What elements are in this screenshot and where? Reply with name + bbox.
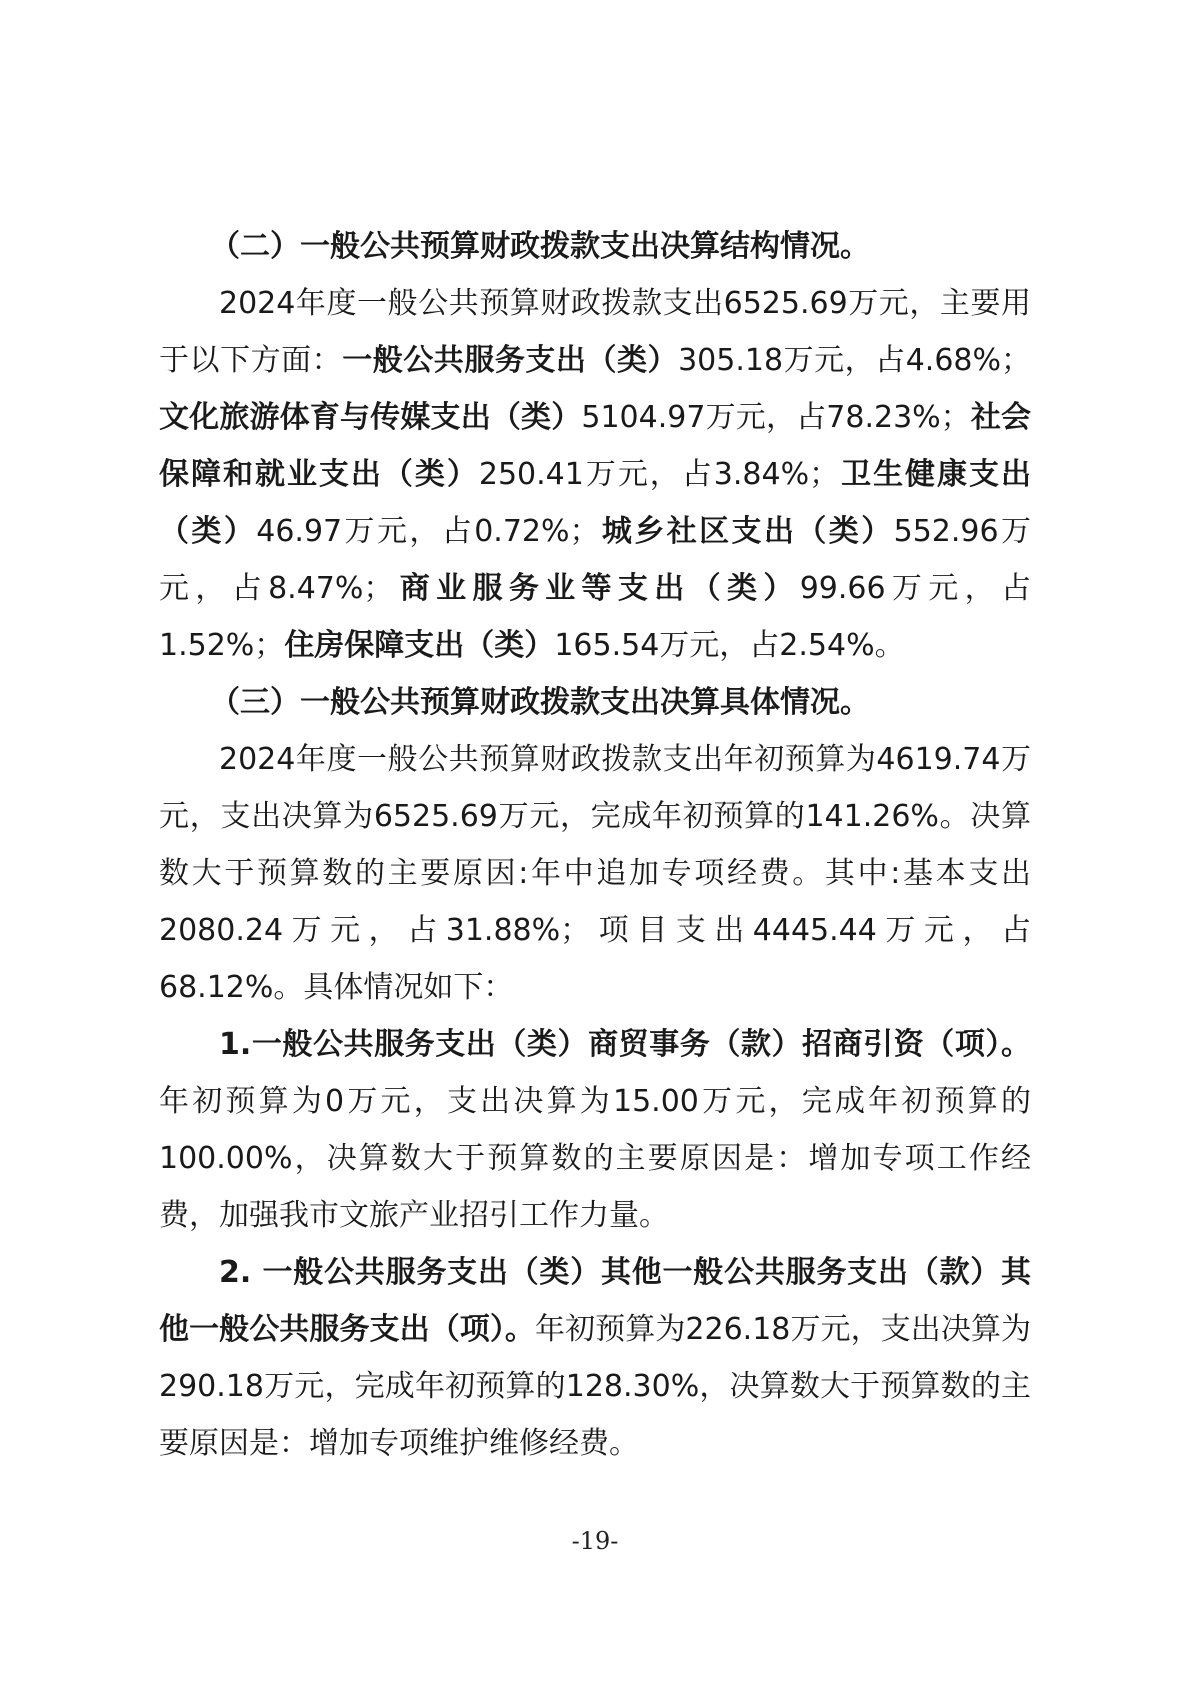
category-detail: 5104.97万元，占78.23%； [581, 400, 971, 435]
category-detail: 46.97万元，占0.72%； [256, 514, 600, 549]
document-page [159, 218, 1031, 1472]
category-detail: 305.18万元，占4.68%； [678, 343, 1031, 378]
item-paragraph-2 [159, 1244, 1031, 1472]
details-paragraph: 2024年度一般公共预算财政拨款支出年初预算为4619.74万元，支出决算为6525.69万元，完成年初预算的141.26%。决算数大于预算数的主要原因:年中追加专项经费。其中:基本支出2080.24万元，占31.88%；项目支出4445.44万元，占68.12%。具体情况如下： [159, 742, 1031, 1005]
item-title: 2. 一般公共服务支出（类）其他一般公共服务支出（款）其他一般公共服务支出（项）。 [159, 1255, 1031, 1347]
category-detail: 165.54万元，占2.54%。 [554, 628, 905, 663]
category-name: 文化旅游体育与传媒支出（类） [159, 400, 582, 435]
structure-intro: 2024年度一般公共预算财政拨款支出6525.69万元，主要用于以下方面： [159, 286, 1031, 378]
category-name: 商业服务业等支出（类） [393, 571, 800, 606]
category-detail: 99.66万元，占1.52%； [159, 571, 1032, 663]
category-detail: 250.41万元，占3.84%； [478, 457, 840, 492]
category-detail: 552.96万元，占8.47%； [159, 514, 1032, 606]
category-name: 住房保障支出（类） [284, 628, 555, 663]
item-body: 年初预算为0万元，支出决算为15.00万元，完成年初预算的100.00%，决算数大于预算数的主要原因是：增加专项工作经费，加强我市文旅产业招引工作力量。 [159, 1084, 1031, 1233]
category-name: 社会保障和就业支出（类） [159, 400, 1032, 492]
category-name: 卫生健康支出（类） [159, 457, 1032, 549]
category-name: 一般公共服务支出（类） [342, 343, 679, 378]
item-paragraph-1 [159, 1016, 1031, 1244]
structure-paragraph [159, 275, 1031, 674]
section-heading-details: （三）一般公共预算财政拨款支出决算具体情况。 [210, 685, 870, 720]
category-name: 城乡社区支出（类） [599, 514, 894, 549]
item-body: 年初预算为226.18万元，支出决算为290.18万元，完成年初预算的128.30%，决算数大于预算数的主要原因是：增加专项维护维修经费。 [159, 1312, 1031, 1461]
page-number: -19- [571, 1527, 619, 1555]
section-heading-structure: （二）一般公共预算财政拨款支出决算结构情况。 [210, 229, 870, 264]
item-title: 1.一般公共服务支出（类）商贸事务（款）招商引资（项）。 [219, 1027, 1031, 1062]
